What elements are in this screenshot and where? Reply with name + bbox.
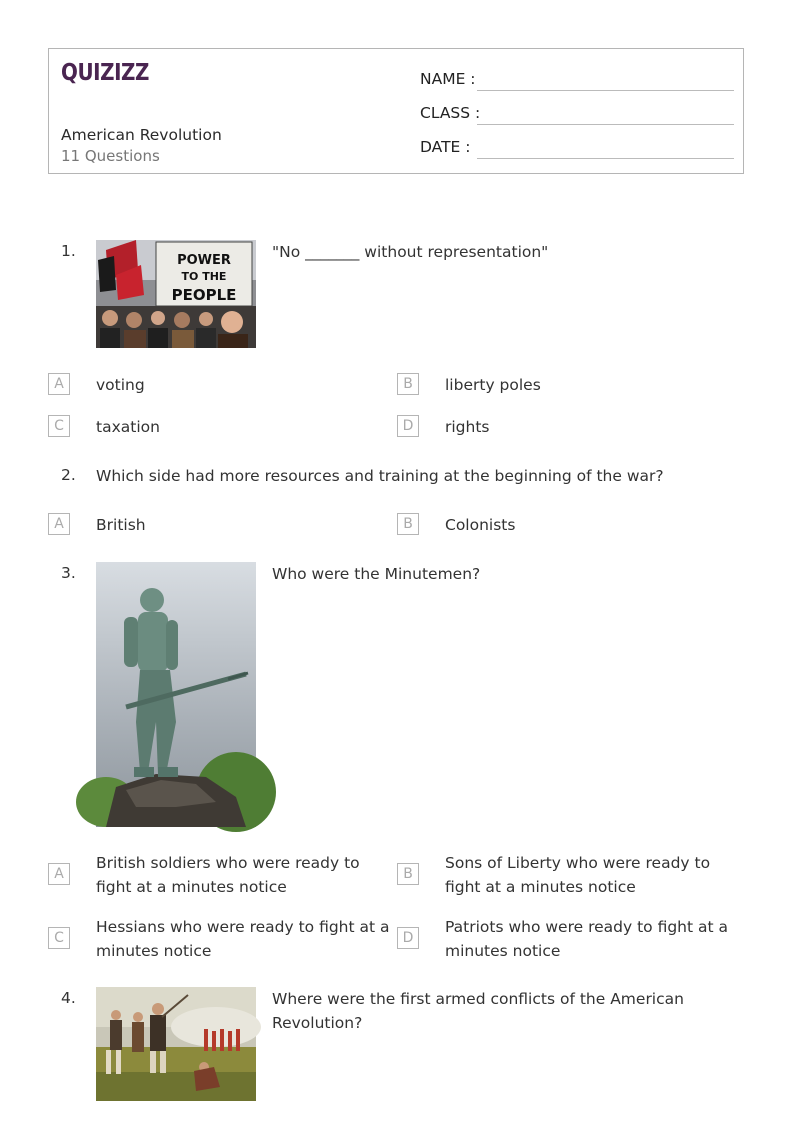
q3-option-a-box[interactable]: A <box>48 863 70 885</box>
name-label: NAME : <box>420 70 476 88</box>
question-1-number: 1. <box>61 242 76 260</box>
q1-option-c-box[interactable]: C <box>48 415 70 437</box>
q1-option-b-text: liberty poles <box>445 376 541 394</box>
svg-text:TO THE: TO THE <box>181 270 227 283</box>
question-2-number: 2. <box>61 466 76 484</box>
class-label: CLASS : <box>420 104 481 122</box>
question-3-text: Who were the Minutemen? <box>272 565 481 583</box>
q3-option-c-box[interactable]: C <box>48 927 70 949</box>
q1-option-b-box[interactable]: B <box>397 373 419 395</box>
svg-text:QUIZIZZ: QUIZIZZ <box>61 60 149 86</box>
q3-option-b-box[interactable]: B <box>397 863 419 885</box>
q1-option-a-text: voting <box>96 376 145 394</box>
class-line[interactable] <box>477 124 734 125</box>
question-4-number: 4. <box>61 989 76 1007</box>
q1-option-d-box[interactable]: D <box>397 415 419 437</box>
question-3-number: 3. <box>61 564 76 582</box>
date-label: DATE : <box>420 138 471 156</box>
question-1-image <box>96 240 256 348</box>
q1-option-a-box[interactable]: A <box>48 373 70 395</box>
q2-option-b-text: Colonists <box>445 516 516 534</box>
q2-option-a-text: British <box>96 516 146 534</box>
question-4-text: Where were the first armed conflicts of the American Revolution? <box>272 990 684 1032</box>
svg-text:POWER: POWER <box>177 253 231 268</box>
date-line[interactable] <box>477 158 734 159</box>
question-1-text: "No _______ without representation" <box>272 243 549 261</box>
name-field[interactable] <box>420 67 734 91</box>
worksheet-header <box>48 48 744 174</box>
date-field[interactable] <box>420 135 734 159</box>
quizizz-logo <box>61 59 151 91</box>
q2-option-b-box[interactable]: B <box>397 513 419 535</box>
question-3-image <box>96 562 256 827</box>
q1-option-c-text: taxation <box>96 418 160 436</box>
q3-option-b-text: Sons of Liberty who were ready to fight at a minutes notice <box>445 854 711 896</box>
q3-option-d-text: Patriots who were ready to fight at a minutes notice <box>445 918 729 960</box>
q3-option-c-text: Hessians who were ready to fight at a minutes notice <box>96 918 390 960</box>
worksheet-title: American Revolution <box>61 126 222 144</box>
class-field[interactable] <box>420 101 734 125</box>
question-4-image <box>96 987 256 1101</box>
question-count: 11 Questions <box>61 147 160 165</box>
q3-option-d-box[interactable]: D <box>397 927 419 949</box>
q1-option-d-text: rights <box>445 418 490 436</box>
name-line[interactable] <box>477 90 734 91</box>
svg-text:PEOPLE: PEOPLE <box>171 286 237 304</box>
q3-option-a-text: British soldiers who were ready to fight at a minutes notice <box>96 854 360 896</box>
q2-option-a-box[interactable]: A <box>48 513 70 535</box>
question-2-text: Which side had more resources and training at the beginning of the war? <box>96 467 664 485</box>
